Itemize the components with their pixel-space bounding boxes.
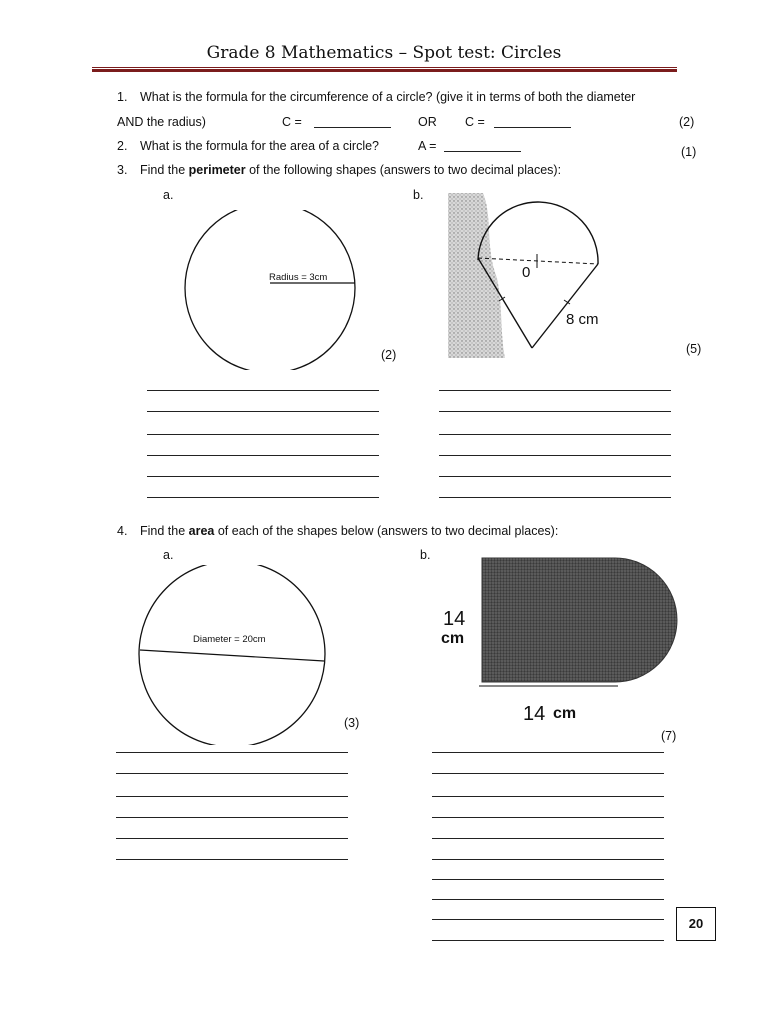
q3b-answer-line[interactable] xyxy=(439,497,671,498)
q1-answer-blank-1[interactable] xyxy=(314,114,391,128)
q4a-answer-line[interactable] xyxy=(116,752,348,753)
q3b-label: b. xyxy=(413,188,424,202)
q4a-answer-line[interactable] xyxy=(116,796,348,797)
q4b-width-label-num: 14 xyxy=(523,703,546,725)
q1-c-label-2: C = xyxy=(465,115,485,129)
page-title: Grade 8 Mathematics – Spot test: Circles xyxy=(206,43,562,63)
q3b-center-label: 0 xyxy=(522,264,531,281)
q4a-label: a. xyxy=(163,548,174,562)
q3b-answer-line[interactable] xyxy=(439,434,671,435)
q4a-marks: (3) xyxy=(344,716,360,730)
q4-number: 4. xyxy=(117,524,128,538)
q3a-answer-line[interactable] xyxy=(147,476,379,477)
q4a-circle-figure xyxy=(135,565,330,745)
q4b-answer-line[interactable] xyxy=(432,817,664,818)
q1-text-line1: What is the formula for the circumference of a circle? (give it in terms of both the diameter xyxy=(140,90,636,104)
q4b-answer-line[interactable] xyxy=(432,796,664,797)
q2-answer-blank[interactable] xyxy=(444,138,521,152)
q3a-answer-line[interactable] xyxy=(147,455,379,456)
q1-or-label: OR xyxy=(418,115,437,129)
q4a-answer-line[interactable] xyxy=(116,859,348,860)
q4b-answer-line[interactable] xyxy=(432,859,664,860)
q3a-circle-figure xyxy=(180,210,365,370)
q3b-triangle-right-side xyxy=(532,264,598,348)
q3b-figure xyxy=(445,188,645,363)
q4-text: Find the area of each of the shapes below (answers to two decimal places): xyxy=(140,524,559,538)
q3a-answer-line[interactable] xyxy=(147,411,379,412)
q4b-figure xyxy=(435,552,680,727)
q3b-answer-line[interactable] xyxy=(439,476,671,477)
total-score-box: 20 xyxy=(676,907,716,941)
q3b-answer-line[interactable] xyxy=(439,411,671,412)
q4b-shaded-shape xyxy=(482,558,677,682)
header-rule-thick xyxy=(92,69,677,72)
q3-number: 3. xyxy=(117,163,128,177)
q4a-diameter-label: Diameter = 20cm xyxy=(193,634,266,645)
q4b-answer-line[interactable] xyxy=(432,899,664,900)
q4a-answer-line[interactable] xyxy=(116,838,348,839)
q3a-answer-line[interactable] xyxy=(147,497,379,498)
q3-text-bold: perimeter xyxy=(188,163,246,177)
q4b-height-label-unit: cm xyxy=(441,630,465,647)
q3b-answer-line[interactable] xyxy=(439,390,671,391)
header-rule-thin xyxy=(92,67,677,68)
q1-marks: (2) xyxy=(679,115,695,129)
q1-c-label-1: C = xyxy=(282,115,302,129)
q4b-answer-line[interactable] xyxy=(432,752,664,753)
q3-text: Find the perimeter of the following shapes (answers to two decimal places): xyxy=(140,163,562,177)
q3b-marks: (5) xyxy=(686,342,702,356)
q4a-diameter-line xyxy=(140,650,324,661)
q4a-answer-line[interactable] xyxy=(116,773,348,774)
q3b-semicircle-arc xyxy=(478,202,598,264)
q2-a-label: A = xyxy=(418,139,437,153)
q3b-diameter-dashed xyxy=(478,258,598,264)
q3b-answer-line[interactable] xyxy=(439,455,671,456)
q4b-answer-line[interactable] xyxy=(432,838,664,839)
q3a-radius-label: Radius = 3cm xyxy=(269,272,328,283)
q3a-label: a. xyxy=(163,188,174,202)
q4b-height-label-num: 14 xyxy=(443,608,466,630)
q4a-answer-line[interactable] xyxy=(116,817,348,818)
q1-number: 1. xyxy=(117,90,128,104)
q4b-answer-line[interactable] xyxy=(432,919,664,920)
q1-answer-blank-2[interactable] xyxy=(494,114,571,128)
q4b-answer-line[interactable] xyxy=(432,940,664,941)
q4b-width-label-unit: cm xyxy=(553,705,577,722)
q2-number: 2. xyxy=(117,139,128,153)
q2-marks: (1) xyxy=(681,145,697,159)
q4b-answer-line[interactable] xyxy=(432,773,664,774)
q3a-marks: (2) xyxy=(381,348,397,362)
q3a-answer-line[interactable] xyxy=(147,390,379,391)
q3a-answer-line[interactable] xyxy=(147,434,379,435)
q2-text: What is the formula for the area of a circle? xyxy=(140,139,379,153)
q1-text-line2: AND the radius) xyxy=(117,115,206,129)
q4b-label: b. xyxy=(420,548,431,562)
q4b-marks: (7) xyxy=(661,729,677,743)
q4-text-bold: area xyxy=(188,524,215,538)
q3b-side-label: 8 cm xyxy=(566,311,599,328)
q3a-circle xyxy=(185,210,355,370)
q4b-answer-line[interactable] xyxy=(432,879,664,880)
